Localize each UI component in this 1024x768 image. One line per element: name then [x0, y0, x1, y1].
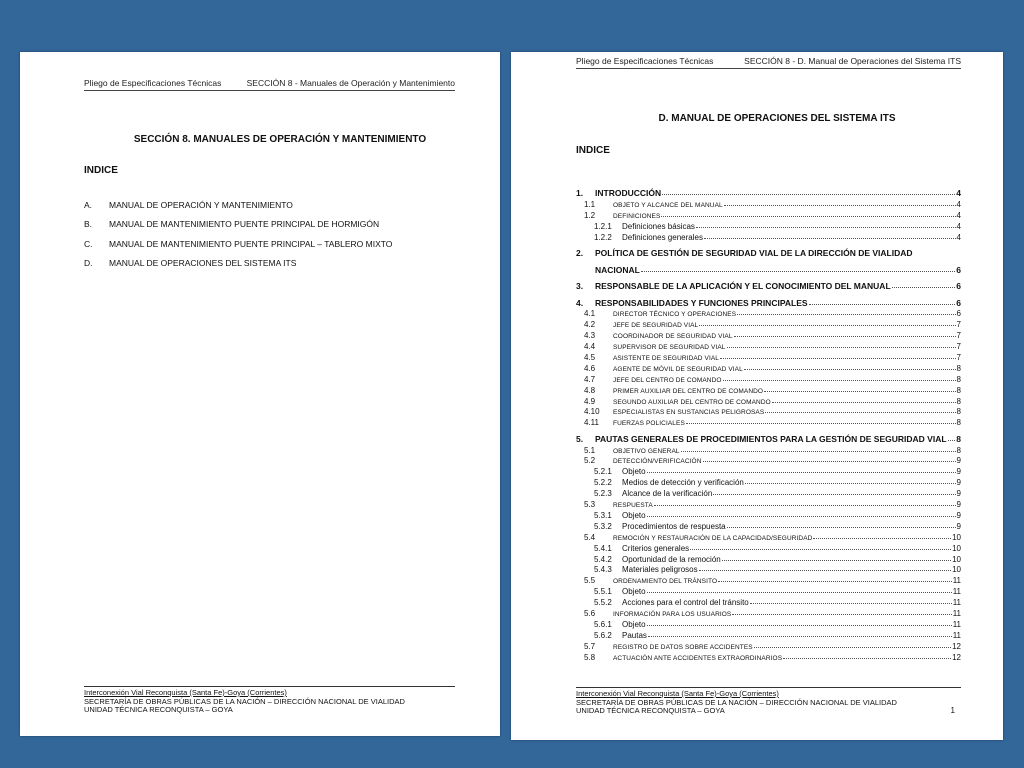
toc-leader-dots: [720, 358, 956, 359]
toc-number: 5.2: [584, 456, 596, 466]
toc-number: 4.3: [584, 331, 596, 341]
toc-title: RESPONSABILIDADES Y FUNCIONES PRINCIPALES: [595, 297, 808, 308]
toc-title: Oportunidad de la remoción: [622, 554, 721, 564]
toc-entry: [576, 275, 961, 291]
toc-leader-dots: [699, 570, 952, 571]
toc-entry: [576, 476, 961, 487]
toc-entry: [576, 258, 961, 274]
toc-number: 5.6.2: [594, 630, 612, 640]
toc-number: 4.: [576, 297, 584, 308]
toc-page-number: 8: [956, 433, 961, 444]
toc-page-number: 10: [952, 543, 961, 553]
toc-number: 4.2: [584, 320, 596, 330]
header-right-text: SECCIÓN 8 - Manuales de Operación y Mantenimiento: [246, 78, 455, 88]
toc-title: Medios de detección y verificación: [622, 478, 744, 488]
toc-leader-dots: [648, 636, 952, 637]
toc-number: 5.4.1: [594, 543, 612, 553]
toc-entry: [576, 596, 961, 607]
toc-page-number: 9: [956, 521, 961, 531]
toc-entry: [576, 340, 961, 351]
toc-number: 4.5: [584, 352, 596, 362]
toc-title: DEFINICIONES: [613, 213, 661, 221]
item-text: MANUAL DE MANTENIMIENTO PUENTE PRINCIPAL – TABLERO MIXTO: [109, 238, 393, 249]
toc-entry: [576, 231, 961, 242]
toc-leader-dots: [727, 347, 956, 348]
toc-number: 5.8: [584, 652, 596, 662]
toc-number: 5.3: [584, 500, 596, 510]
toc-page-number: 8: [956, 407, 961, 417]
footer-line-1: Interconexión Vial Reconquista (Santa Fe)-Goya (Corrientes): [576, 689, 779, 698]
toc-entry: [576, 618, 961, 629]
toc-page-number: 6: [956, 281, 961, 292]
toc-number: 1.: [576, 188, 584, 199]
toc-entry: [576, 444, 961, 455]
toc-title: ASISTENTE DE SEGURIDAD VIAL: [613, 354, 720, 362]
toc-number: 4.6: [584, 363, 596, 373]
table-of-contents: [576, 182, 961, 662]
toc-title: Definiciones generales: [622, 232, 703, 242]
toc-entry: [576, 607, 961, 618]
toc-number: 1.1: [584, 200, 596, 210]
toc-page-number: 4: [956, 200, 961, 210]
toc-page-number: 11: [952, 587, 961, 597]
toc-title: Alcance de la verificación: [622, 489, 713, 499]
toc-title: Acciones para el control del tránsito: [622, 598, 749, 608]
toc-title: OBJETO Y ALCANCE DEL MANUAL: [613, 202, 723, 210]
toc-number: 5.4.2: [594, 554, 612, 564]
toc-number: 5.6.1: [594, 619, 612, 629]
item-letter: D.: [84, 257, 93, 268]
toc-number: 5.3.2: [594, 521, 612, 531]
toc-leader-dots: [662, 194, 955, 195]
toc-page-number: 10: [952, 554, 961, 564]
toc-leader-dots: [744, 369, 956, 370]
item-text: MANUAL DE OPERACIÓN Y MANTENIMIENTO: [109, 200, 293, 210]
toc-number: 5.5: [584, 576, 596, 586]
toc-page-number: 4: [956, 188, 961, 199]
toc-title: NACIONAL: [595, 264, 640, 275]
toc-title: SEGUNDO AUXILIAR DEL CENTRO DE COMANDO: [613, 398, 771, 406]
toc-page-number: 12: [952, 652, 961, 662]
toc-entry: [576, 487, 961, 498]
toc-entry: [576, 416, 961, 427]
indice-heading: INDICE: [576, 145, 610, 156]
toc-entry: [576, 427, 961, 443]
toc-page-number: 10: [952, 565, 961, 575]
toc-title: DETECCIÓN/VERIFICACIÓN: [613, 458, 702, 466]
header-right-text: SECCIÓN 8 - D. Manual de Operaciones del Sistema ITS: [744, 56, 961, 66]
toc-title: SUPERVISOR DE SEGURIDAD VIAL: [613, 344, 726, 352]
toc-entry: [576, 651, 961, 662]
toc-title: Definiciones básicas: [622, 222, 695, 232]
toc-title: ACTUACIÓN ANTE ACCIDENTES EXTRAORDINARIOS: [613, 654, 783, 662]
toc-title: Objeto: [622, 467, 646, 477]
toc-leader-dots: [813, 538, 951, 539]
toc-leader-dots: [809, 304, 956, 305]
toc-title: Objeto: [622, 510, 646, 520]
toc-entry: [576, 531, 961, 542]
toc-title: Materiales peligrosos: [622, 565, 698, 575]
toc-page-number: 11: [952, 630, 961, 640]
item-text: MANUAL DE OPERACIONES DEL SISTEMA ITS: [109, 257, 297, 268]
toc-title: JEFE DEL CENTRO DE COMANDO: [613, 376, 722, 384]
toc-entry: [576, 291, 961, 307]
page-header: [84, 78, 455, 91]
toc-leader-dots: [723, 380, 956, 381]
toc-leader-dots: [647, 472, 956, 473]
toc-number: 4.11: [584, 418, 599, 428]
toc-entry: [576, 198, 961, 209]
toc-entry: [576, 182, 961, 198]
header-left-text: Pliego de Especificaciones Técnicas: [84, 78, 222, 88]
toc-entry: [576, 406, 961, 417]
toc-title: ESPECIALISTAS EN SUSTANCIAS PELIGROSAS: [613, 409, 765, 417]
toc-leader-dots: [724, 205, 956, 206]
toc-title: Objeto: [622, 619, 646, 629]
toc-number: 3.: [576, 281, 584, 292]
toc-entry: [576, 498, 961, 509]
toc-leader-dots: [892, 287, 956, 288]
toc-number: 5.5.2: [594, 598, 612, 608]
footer-line-2: SECRETARÍA DE OBRAS PÚBLICAS DE LA NACIÓN – DIRECCIÓN NACIONAL DE VIALIDAD: [84, 696, 405, 706]
toc-entry: [576, 520, 961, 531]
toc-entry: [576, 465, 961, 476]
right-document-page: [511, 52, 1003, 740]
toc-leader-dots: [737, 314, 955, 315]
toc-title: DIRECTOR TÉCNICO Y OPERACIONES: [613, 311, 737, 319]
toc-entry: [576, 362, 961, 373]
toc-entry: [576, 640, 961, 651]
left-document-page: [20, 52, 500, 736]
toc-leader-dots: [647, 625, 952, 626]
toc-number: 4.9: [584, 396, 596, 406]
toc-leader-dots: [734, 336, 956, 337]
toc-entry: [576, 384, 961, 395]
toc-title: JEFE DE SEGURIDAD VIAL: [613, 322, 699, 330]
toc-leader-dots: [764, 391, 955, 392]
toc-number: 5.: [576, 433, 584, 444]
toc-entry: [576, 585, 961, 596]
toc-entry: [576, 455, 961, 466]
manual-list: [84, 200, 392, 277]
toc-leader-dots: [686, 423, 956, 424]
toc-leader-dots: [727, 527, 956, 528]
toc-leader-dots: [772, 402, 956, 403]
toc-title: ORDENAMIENTO DEL TRÁNSITO: [613, 578, 718, 586]
toc-leader-dots: [718, 581, 952, 582]
toc-entry: [576, 629, 961, 640]
toc-title: PRIMER AUXILIAR DEL CENTRO DE COMANDO: [613, 387, 764, 395]
toc-title: INTRODUCCIÓN: [595, 188, 662, 199]
toc-number: 4.8: [584, 385, 596, 395]
toc-page-number: 6: [956, 309, 961, 319]
toc-page-number: 11: [952, 608, 961, 618]
toc-entry: [576, 574, 961, 585]
toc-page-number: 4: [956, 232, 961, 242]
toc-leader-dots: [713, 494, 955, 495]
toc-page-number: 9: [956, 467, 961, 477]
toc-entry: [576, 373, 961, 384]
toc-title: INFORMACIÓN PARA LOS USUARIOS: [613, 610, 732, 618]
toc-title: Procedimientos de respuesta: [622, 521, 726, 531]
toc-leader-dots: [696, 227, 956, 228]
section-title: SECCIÓN 8. MANUALES DE OPERACIÓN Y MANTENIMIENTO: [133, 134, 427, 145]
toc-number: 2.: [576, 248, 584, 259]
toc-page-number: 7: [956, 352, 961, 362]
toc-number: 5.2.2: [594, 478, 612, 488]
toc-entry: [576, 553, 961, 564]
list-item: [84, 219, 392, 238]
toc-leader-dots: [750, 603, 952, 604]
toc-number: 5.5.1: [594, 587, 612, 597]
item-text: MANUAL DE MANTENIMIENTO PUENTE PRINCIPAL DE HORMIGÓN: [109, 219, 380, 230]
toc-leader-dots: [690, 549, 951, 550]
toc-page-number: 11: [952, 576, 961, 586]
toc-leader-dots: [699, 325, 955, 326]
toc-page-number: 12: [952, 641, 961, 651]
toc-entry: [576, 329, 961, 340]
toc-page-number: 9: [956, 456, 961, 466]
toc-page-number: 8: [956, 385, 961, 395]
toc-title: Objeto: [622, 587, 646, 597]
toc-number: 4.7: [584, 374, 596, 384]
toc-number: 4.1: [584, 309, 596, 319]
page-footer: [576, 687, 961, 716]
footer-line-3: UNIDAD TÉCNICA RECONQUISTA – GOYA: [84, 705, 233, 714]
toc-leader-dots: [754, 647, 951, 648]
toc-page-number: 9: [956, 500, 961, 510]
toc-entry: [576, 564, 961, 575]
header-left-text: Pliego de Especificaciones Técnicas: [576, 56, 714, 66]
toc-number: 1.2.1: [594, 222, 612, 232]
toc-number: 1.2: [584, 211, 596, 221]
toc-page-number: 8: [956, 445, 961, 455]
indice-heading: INDICE: [84, 165, 118, 176]
toc-title: RESPONSABLE DE LA APLICACIÓN Y EL CONOCIMIENTO DEL MANUAL: [595, 281, 891, 292]
toc-page-number: 6: [956, 297, 961, 308]
toc-leader-dots: [654, 505, 956, 506]
toc-number: 5.7: [584, 641, 596, 651]
toc-entry: [576, 308, 961, 319]
toc-page-number: 7: [956, 342, 961, 352]
toc-leader-dots: [783, 658, 951, 659]
toc-entry: [576, 220, 961, 231]
toc-page-number: 10: [952, 532, 961, 542]
toc-number: 5.2.3: [594, 489, 612, 499]
toc-number: 5.1: [584, 445, 596, 455]
toc-page-number: 7: [956, 331, 961, 341]
toc-leader-dots: [661, 216, 955, 217]
toc-page-number: 7: [956, 320, 961, 330]
toc-page-number: 9: [956, 510, 961, 520]
list-item: [84, 239, 392, 258]
toc-entry: [576, 318, 961, 329]
toc-leader-dots: [732, 614, 951, 615]
toc-title: AGENTE DE MÓVIL DE SEGURIDAD VIAL: [613, 365, 743, 373]
toc-number: 4.10: [584, 407, 600, 417]
toc-entry: [576, 509, 961, 520]
toc-leader-dots: [703, 461, 956, 462]
toc-title: PAUTAS GENERALES DE PROCEDIMIENTOS PARA LA GESTIÓN DE SEGURIDAD VIAL: [595, 433, 947, 444]
page-number: 1: [950, 706, 955, 715]
toc-title: Pautas: [622, 630, 647, 640]
toc-number: 5.2.1: [594, 467, 612, 477]
footer-line-2: SECRETARÍA DE OBRAS PÚBLICAS DE LA NACIÓN – DIRECCIÓN NACIONAL DE VIALIDAD: [576, 697, 897, 707]
toc-leader-dots: [704, 238, 956, 239]
toc-page-number: 4: [956, 222, 961, 232]
toc-entry: [576, 209, 961, 220]
toc-entry: [576, 542, 961, 553]
toc-title: POLÍTICA DE GESTIÓN DE SEGURIDAD VIAL DE LA DIRECCIÓN DE VIALIDAD: [595, 248, 913, 259]
toc-leader-dots: [948, 440, 956, 441]
toc-title: COORDINADOR DE SEGURIDAD VIAL: [613, 333, 733, 341]
toc-leader-dots: [745, 483, 956, 484]
toc-number: 5.3.1: [594, 510, 612, 520]
toc-page-number: 8: [956, 396, 961, 406]
item-letter: B.: [84, 219, 93, 230]
toc-title: FUERZAS POLICIALES: [613, 420, 685, 428]
toc-leader-dots: [647, 592, 952, 593]
toc-page-number: 9: [956, 489, 961, 499]
toc-number: 5.6: [584, 608, 596, 618]
toc-leader-dots: [641, 271, 955, 272]
toc-entry: [576, 351, 961, 362]
toc-entry: [576, 242, 961, 258]
toc-leader-dots: [765, 412, 955, 413]
item-letter: C.: [84, 238, 93, 249]
toc-page-number: 11: [952, 619, 961, 629]
manual-title: D. MANUAL DE OPERACIONES DEL SISTEMA ITS: [658, 113, 896, 124]
toc-page-number: 9: [956, 478, 961, 488]
toc-page-number: 8: [956, 418, 961, 428]
footer-line-1: Interconexión Vial Reconquista (Santa Fe)-Goya (Corrientes): [84, 688, 287, 697]
footer-line-3: UNIDAD TÉCNICA RECONQUISTA – GOYA: [576, 706, 725, 715]
toc-page-number: 8: [956, 363, 961, 373]
page-header: [576, 56, 961, 69]
toc-page-number: 11: [952, 598, 961, 608]
toc-number: 5.4: [584, 532, 596, 542]
toc-number: 5.4.3: [594, 565, 612, 575]
toc-title: Criterios generales: [622, 543, 690, 553]
list-item: [84, 258, 392, 277]
toc-leader-dots: [722, 560, 951, 561]
toc-page-number: 6: [956, 264, 961, 275]
toc-title: REGISTRO DE DATOS SOBRE ACCIDENTES: [613, 643, 753, 651]
list-item: [84, 200, 392, 219]
toc-number: 1.2.2: [594, 232, 612, 242]
toc-leader-dots: [681, 451, 956, 452]
toc-entry: [576, 395, 961, 406]
item-letter: A.: [84, 200, 93, 210]
toc-number: 4.4: [584, 342, 596, 352]
toc-leader-dots: [647, 516, 956, 517]
toc-title: OBJETIVO GENERAL: [613, 447, 680, 455]
page-footer: [84, 686, 455, 715]
toc-page-number: 4: [956, 211, 961, 221]
toc-title: RESPUESTA: [613, 502, 653, 510]
toc-page-number: 8: [956, 374, 961, 384]
toc-title: REMOCIÓN Y RESTAURACIÓN DE LA CAPACIDAD/SEGURIDAD: [613, 534, 813, 542]
